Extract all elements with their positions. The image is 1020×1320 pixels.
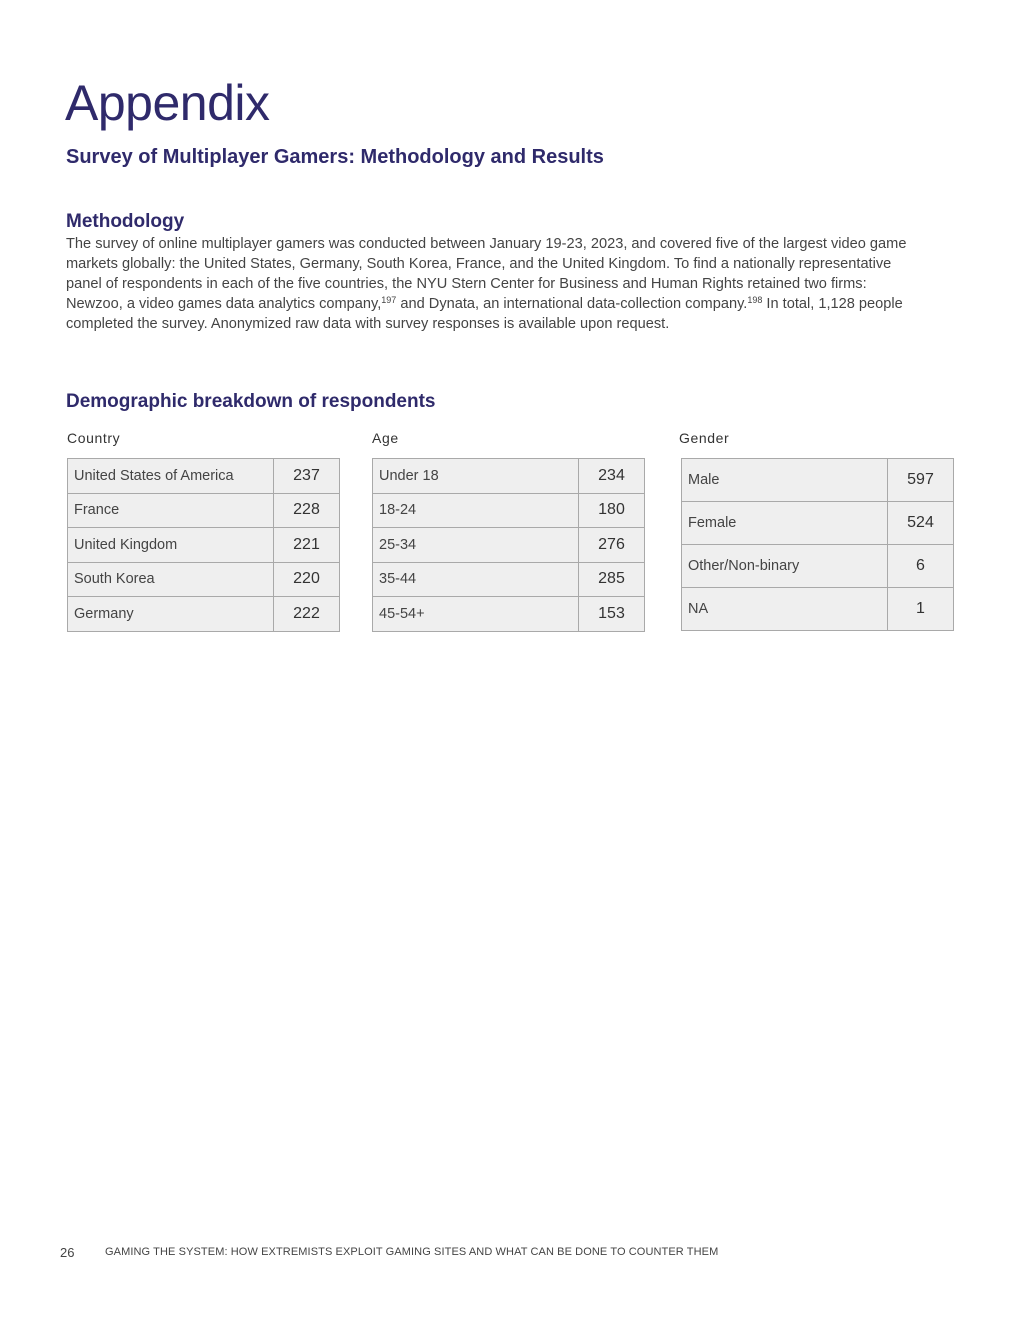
table-row [682, 545, 954, 588]
table-row [373, 459, 645, 494]
table-row [373, 562, 645, 597]
table-row [682, 502, 954, 545]
page-subtitle: Survey of Multiplayer Gamers: Methodology and Results [66, 146, 604, 168]
country-name: United States of America [68, 459, 274, 494]
gender-category: Female [682, 502, 888, 545]
page-title: Appendix [65, 75, 270, 131]
country-count: 222 [274, 597, 340, 632]
age-table-label: Age [372, 430, 399, 446]
methodology-text-3: In total, 1,128 people completed the survey. Anonymized raw data with survey responses is available upon request. [66, 296, 903, 332]
country-table-label: Country [67, 430, 121, 446]
age-count: 234 [579, 459, 645, 494]
methodology-paragraph [66, 234, 926, 334]
table-row [373, 528, 645, 563]
age-range: 25-34 [373, 528, 579, 563]
country-count: 220 [274, 562, 340, 597]
methodology-text-1: The survey of online multiplayer gamers was conducted between January 19-23, 2023, and covered five of the largest video game markets globally: the United States, Germany, South Korea, France, and the United Kingdom. To find a nationally representative panel of respondents in each of the five countries, the NYU Stern Center for Business and Human Rights retained two firms: Newzoo, a video games data analytics company, [66, 236, 907, 312]
methodology-text-2: and Dynata, an international data-collection company. [396, 296, 748, 312]
table-row [68, 459, 340, 494]
age-table [372, 458, 645, 632]
gender-category: Male [682, 459, 888, 502]
age-range: 35-44 [373, 562, 579, 597]
country-name: United Kingdom [68, 528, 274, 563]
table-row [68, 528, 340, 563]
age-count: 276 [579, 528, 645, 563]
age-range: 18-24 [373, 493, 579, 528]
table-row [68, 562, 340, 597]
gender-count: 524 [888, 502, 954, 545]
table-row [373, 493, 645, 528]
age-count: 153 [579, 597, 645, 632]
country-name: Germany [68, 597, 274, 632]
country-count: 228 [274, 493, 340, 528]
table-row [373, 597, 645, 632]
country-count: 237 [274, 459, 340, 494]
age-range: Under 18 [373, 459, 579, 494]
gender-count: 1 [888, 588, 954, 631]
age-count: 285 [579, 562, 645, 597]
footnote-ref-197[interactable]: 197 [381, 295, 397, 305]
gender-category: Other/Non-binary [682, 545, 888, 588]
country-count: 221 [274, 528, 340, 563]
country-name: South Korea [68, 562, 274, 597]
table-row [68, 493, 340, 528]
gender-count: 597 [888, 459, 954, 502]
page-number: 26 [60, 1245, 75, 1260]
footnote-ref-198[interactable]: 198 [747, 295, 763, 305]
country-name: France [68, 493, 274, 528]
table-row [682, 459, 954, 502]
footer-title: GAMING THE SYSTEM: HOW EXTREMISTS EXPLOIT GAMING SITES AND WHAT CAN BE DONE TO COUNTER THEM [105, 1246, 719, 1258]
table-row [682, 588, 954, 631]
age-count: 180 [579, 493, 645, 528]
demographics-heading: Demographic breakdown of respondents [66, 391, 436, 412]
gender-table [681, 458, 954, 631]
gender-category: NA [682, 588, 888, 631]
gender-count: 6 [888, 545, 954, 588]
country-table [67, 458, 340, 632]
table-row [68, 597, 340, 632]
gender-table-label: Gender [679, 430, 730, 446]
age-range: 45-54+ [373, 597, 579, 632]
methodology-heading: Methodology [66, 211, 185, 232]
